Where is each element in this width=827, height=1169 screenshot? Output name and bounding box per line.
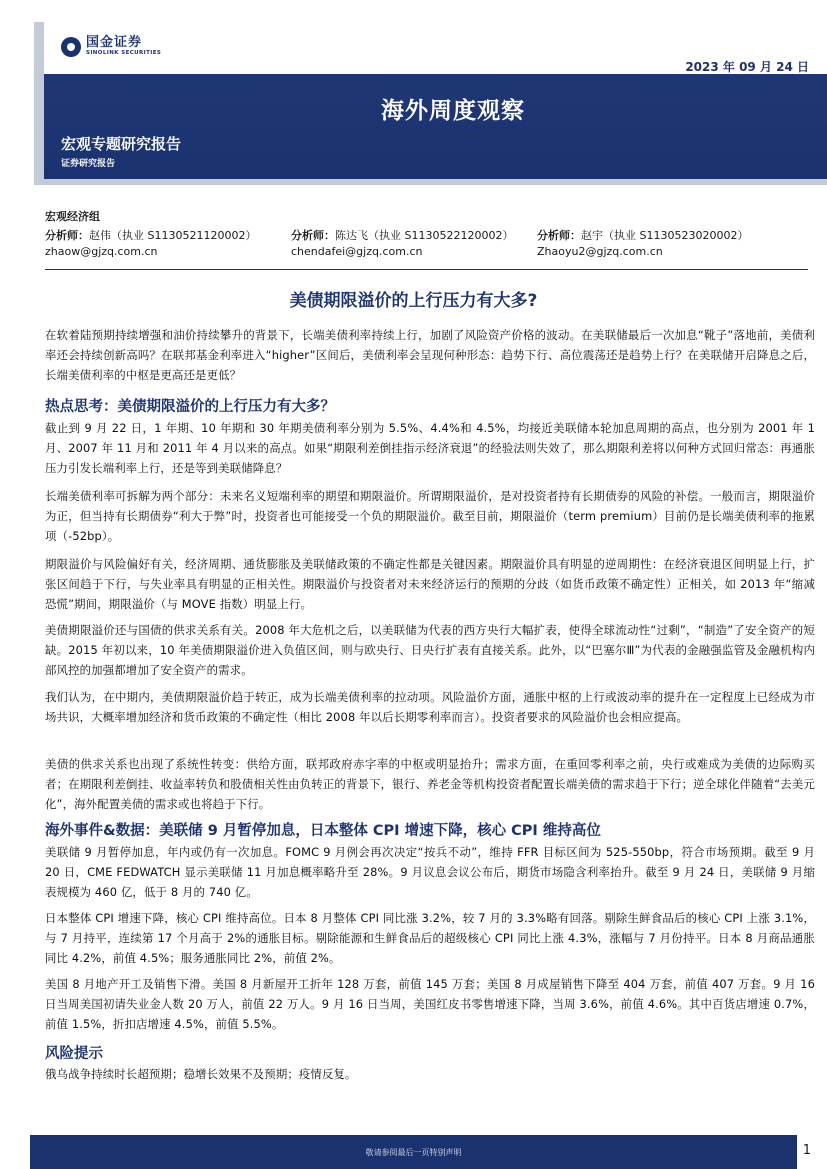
analyst-name: 赵伟（执业 S1130521120002）: [89, 229, 257, 242]
paragraph: 日本整体 CPI 增速下降，核心 CPI 维持高位。日本 8 月整体 CPI 同比涨 3.2%，较 7 月的 3.3%略有回落。剔除生鲜食品后的核心 CPI 上涨 3.1%，与 7 月持平，连续第 17 个月高于 2%的通胀目标。剔除能源和生鲜食品后的超级核心 CPI 同比上涨 4.3%，涨幅与 7 月份持平。日本 8 月商品通胀同比 4.2%，前值 4.5%；服务通胀同比 2%，前值 2%。: [45, 911, 815, 965]
intro-paragraph: 在软着陆预期持续增强和油价持续攀升的背景下，长端美债利率持续上行，加剧了风险资产价格的波动。在美联储最后一次加息“靴子”落地前，美债利率还会持续创新高吗？在联邦基金利率进入“higher”区间后，美债利率会呈现何种形态：趋势下行、高位震荡还是趋势上行？在美联储开启降息之后，长端美债利率的中枢是更高还是更低？: [45, 328, 815, 382]
analyst-1-email[interactable]: zhaow@gjzq.com.cn: [45, 245, 158, 258]
page-number: 1: [802, 1143, 811, 1158]
analyst-name: 陈达飞（执业 S1130522120002）: [335, 229, 514, 242]
analyst-3: [537, 227, 748, 243]
paragraph: 我们认为，在中期内，美债期限溢价趋于转正，成为长端美债利率的拉动项。风险溢价方面，通胀中枢的上行或波动率的提升在一定程度上已经成为市场共识，大概率增加经济和货币政策的不确定性（相比 2008 年以后长期零利率而言）。投资者要求的风险溢价也会相应提高。: [45, 690, 815, 724]
footer-disclaimer: 敬请参阅最后一页特别声明: [365, 1148, 462, 1157]
logo-en: SINOLINK SECURITIES: [86, 50, 162, 56]
report-series-title: 海外周度观察: [381, 98, 525, 124]
analyst-2: [291, 227, 513, 243]
analyst-label: 分析师：: [291, 229, 335, 242]
analyst-name: 赵宇（执业 S1130523020002）: [581, 229, 749, 242]
analyst-1: [45, 227, 256, 243]
logo-mark-icon: [61, 37, 81, 57]
footer-bar: [30, 1135, 797, 1169]
logo-text: [86, 36, 161, 57]
paragraph: 长端美债利率可拆解为两个部分：未来名义短端利率的期望和期限溢价。所谓期限溢价，是对投资者持有长期债券的风险的补偿。一般而言，期限溢价为正，但当持有长期债券“利大于弊”时，投资者也可能接受一个负的期限溢价。截至目前，期限溢价（term premium）目前仍是长端美债利率的拖累项（-52bp）。: [45, 489, 815, 543]
research-group: 宏观经济组: [45, 210, 100, 223]
paragraph: 期限溢价与风险偏好有关，经济周期、通货膨胀及美联储政策的不确定性都是关键因素。期限溢价具有明显的逆周期性：在经济衰退区间明显上行，扩张区间趋于下行，与失业率具有明显的正相关性。期限溢价与投资者对未来经济运行的预期的分歧（如货币政策不确定性）正相关，如 2013 年“缩减恐慌”期间，期限溢价（与 MOVE 指数）明显上行。: [45, 557, 815, 611]
report-type: 宏观专题研究报告: [61, 135, 182, 153]
analyst-2-email[interactable]: chendafei@gjzq.com.cn: [291, 245, 423, 258]
paragraph: 俄乌战争持续时长超预期；稳增长效果不及预期；疫情反复。: [45, 1067, 357, 1081]
paragraph: 截止到 9 月 22 日，1 年期、10 年期和 30 年期美债利率分别为 5.5%、4.4%和 4.5%，均接近美联储本轮加息周期的高点，也分别为 2001 年 1 月、2007 年 11 月和 2011 年 4 月以来的高点。如果“期限利差倒挂指示经济衰退”的经验法则失效了，那么期限利差将以何种方式回归常态：再通胀压力引发长端利率上行，还是等到美联储降息？: [45, 421, 815, 475]
report-title: 美债期限溢价的上行压力有大多?: [289, 291, 538, 311]
paragraph: 美国 8 月地产开工及销售下滑。美国 8 月新屋开工折年 128 万套，前值 145 万套；美国 8 月成屋销售下降至 404 万套，前值 407 万套。9 月 16 日当周美国初请失业金人数 20 万人，前值 22 万人。9 月 16 日当周，美国红皮书零售增速下降，当周 3.6%，前值 4.6%。其中百货店增速 0.7%，前值 1.5%，折扣店增速 4.5%，前值 5.5%。: [45, 977, 815, 1031]
divider: [45, 269, 808, 270]
section-heading-hot-topic: 热点思考：美债期限溢价的上行压力有大多？: [45, 399, 335, 415]
analyst-label: 分析师：: [537, 229, 581, 242]
company-logo: [61, 36, 161, 57]
paragraph: 美债的供求关系也出现了系统性转变：供给方面，联邦政府赤字率的中枢或明显抬升；需求方面，在重回零利率之前，央行或难成为美债的边际购买者；在期限利差倒挂、收益率转负和股债相关性由负转正的背景下，银行、养老金等机构投资者配置长端美债的需求趋于下行；逆全球化伴随着“去美元化”，海外配置美债的需求或也将趋于下行。: [45, 757, 815, 811]
header-top-band: [44, 14, 827, 74]
paragraph: 美债期限溢价还与国债的供求关系有关。2008 年大危机之后，以美联储为代表的西方央行大幅扩表，使得全球流动性“过剩”，“制造”了安全资产的短缺。2015 年初以来，10 年美债期限溢价进入负值区间，则与欧央行、日央行扩表有直接关系。此外，以“巴塞尔Ⅲ”为代表的金融强监管及金融机构内部风控的加强都增加了安全资产的需求。: [45, 623, 815, 677]
report-subtype: 证券研究报告: [61, 159, 116, 169]
analyst-3-email[interactable]: Zhaoyu2@gjzq.com.cn: [537, 245, 663, 258]
section-heading-overseas-events: 海外事件&数据：美联储 9 月暂停加息，日本整体 CPI 增速下降，核心 CPI 维持高位: [45, 823, 601, 839]
analyst-label: 分析师：: [45, 229, 89, 242]
section-heading-risk: 风险提示: [45, 1046, 103, 1062]
paragraph: 美联储 9 月暂停加息，年内或仍有一次加息。FOMC 9 月例会再次决定“按兵不动”，维持 FFR 目标区间为 525-550bp，符合市场预期。截至 9 月 20 日，CME FEDWATCH 显示美联储 11 月加息概率略升至 28%。9 月议息会议公布后，期货市场隐含利率抬升。截至 9 月 24 日，美联储 9 月缩表规模为 460 亿，低于 8 月的 740 亿。: [45, 845, 815, 899]
report-date: 2023 年 09 月 24 日: [685, 60, 809, 74]
logo-cn: 国金证券: [86, 35, 143, 50]
report-header: [44, 14, 827, 179]
